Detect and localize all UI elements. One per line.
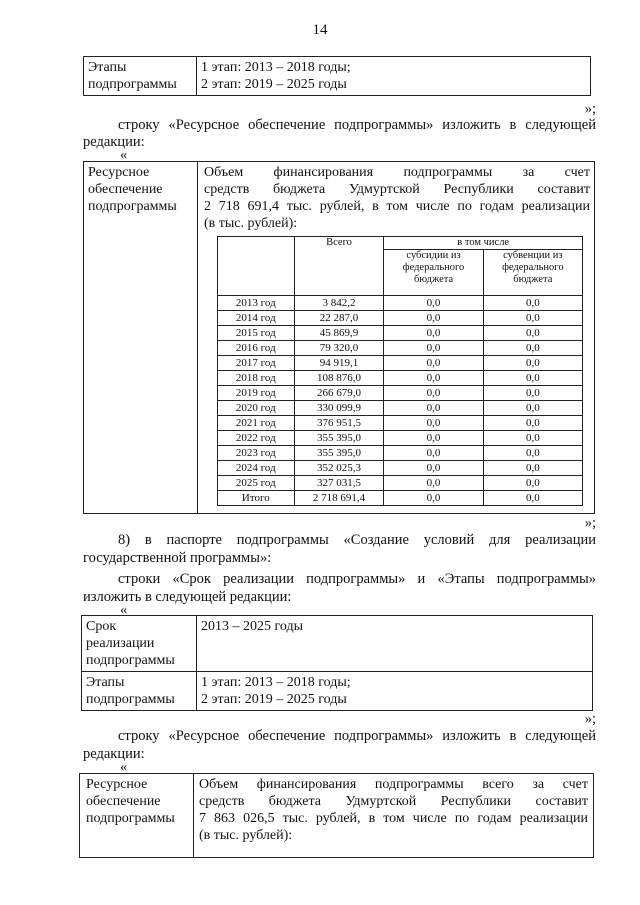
- stages-label-2-line1: Этапы: [86, 675, 125, 690]
- financing-row: [218, 386, 583, 401]
- resource-text-2-line4: (в тыс. рублей):: [199, 828, 293, 843]
- financing-row: [218, 311, 583, 326]
- term-label-line3: подпрограммы: [86, 653, 175, 668]
- financing-total-cell: 327 031,5: [294, 476, 384, 491]
- financing-row: [218, 341, 583, 356]
- financing-year-cell: 2022 год: [218, 431, 295, 446]
- financing-total-cell: 266 679,0: [294, 386, 384, 401]
- financing-subsidies-cell: 0,0: [384, 371, 483, 386]
- resource-text-1-line3: 2 718 691,4 тыс. рублей, в том числе по годам реализации: [204, 199, 590, 214]
- financing-year-cell: 2023 год: [218, 446, 295, 461]
- term-value-cell: [197, 616, 593, 672]
- financing-subsidies-cell: 0,0: [384, 356, 483, 371]
- financing-year-cell: 2025 год: [218, 476, 295, 491]
- term-label-cell: [82, 616, 197, 672]
- term-value: 2013 – 2025 годы: [201, 619, 304, 634]
- financing-subsidies-cell: 0,0: [384, 401, 483, 416]
- financing-subsidies-cell: 0,0: [384, 311, 483, 326]
- term-label-line1: Срок: [86, 619, 117, 634]
- closing-quote: »;: [584, 515, 596, 531]
- opening-quote: «: [120, 147, 128, 163]
- financing-total-cell: 94 919,1: [294, 356, 384, 371]
- instruction-lines-line2: изложить в следующей редакции:: [83, 589, 292, 605]
- financing-total-cell: 355 395,0: [294, 446, 384, 461]
- financing-subsidies-cell: 0,0: [384, 386, 483, 401]
- instruction-lines-line1: строки «Срок реализации подпрограммы» и «Этапы подпрограммы»: [118, 571, 596, 587]
- financing-subventions-cell: 0,0: [483, 341, 582, 356]
- stages-table: [83, 56, 591, 96]
- resource-box-1-divider: [197, 161, 198, 514]
- financing-year-cell: 2024 год: [218, 461, 295, 476]
- financing-year-cell: 2021 год: [218, 416, 295, 431]
- stages-label-line2: подпрограммы: [88, 77, 177, 92]
- financing-subventions-cell: 0,0: [483, 446, 582, 461]
- federal-subventions-header: субвенции из федерального бюджета: [483, 250, 582, 296]
- stages-label-cell-2: [82, 672, 197, 711]
- resource-text-1-line2: средств бюджета Удмуртской Республики составит: [204, 182, 590, 197]
- financing-subsidies-cell: 0,0: [384, 476, 483, 491]
- instruction-paragraph-line2: редакции:: [83, 134, 145, 150]
- financing-row: [218, 461, 583, 476]
- financing-subventions-cell: 0,0: [483, 296, 582, 311]
- financing-subventions-cell: 0,0: [483, 371, 582, 386]
- financing-subventions-cell: 0,0: [483, 416, 582, 431]
- instruction-paragraph-line1: строку «Ресурсное обеспечение подпрограммы» изложить в следующей: [118, 117, 596, 133]
- page-number: 14: [312, 22, 328, 38]
- stage-1-text: 1 этап: 2013 – 2018 годы;: [201, 60, 351, 75]
- resource-text-2-line1: Объем финансирования подпрограммы всего за счет: [199, 777, 588, 792]
- financing-subventions-cell: 0,0: [483, 461, 582, 476]
- financing-subventions-cell: 0,0: [483, 491, 582, 506]
- financing-row: [218, 416, 583, 431]
- financing-subsidies-cell: 0,0: [384, 296, 483, 311]
- item-8-line1: 8) в паспорте подпрограммы «Создание условий для реализации: [118, 532, 596, 548]
- financing-total-cell: 79 320,0: [294, 341, 384, 356]
- stages-value-cell-2: [197, 672, 593, 711]
- resource-text-1: [204, 164, 590, 232]
- financing-subsidies-cell: 0,0: [384, 326, 483, 341]
- financing-subsidies-cell: 0,0: [384, 416, 483, 431]
- instruction-paragraph-2-line2: редакции:: [83, 746, 145, 762]
- financing-total-cell: 355 395,0: [294, 431, 384, 446]
- financing-row: [218, 446, 583, 461]
- year-header: [218, 237, 295, 296]
- financing-year-cell: Итого: [218, 491, 295, 506]
- closing-quote: »;: [584, 711, 596, 727]
- opening-quote: «: [120, 602, 128, 618]
- stage-1-text-2: 1 этап: 2013 – 2018 годы;: [201, 675, 351, 690]
- financing-subventions-cell: 0,0: [483, 476, 582, 491]
- opening-quote: «: [120, 759, 128, 775]
- financing-year-cell: 2017 год: [218, 356, 295, 371]
- resource-label-1-line3: подпрограммы: [88, 199, 177, 214]
- financing-total-cell: 22 287,0: [294, 311, 384, 326]
- financing-subventions-cell: 0,0: [483, 431, 582, 446]
- financing-total-cell: 3 842,2: [294, 296, 384, 311]
- financing-total-cell: 108 876,0: [294, 371, 384, 386]
- financing-subventions-cell: 0,0: [483, 326, 582, 341]
- stage-2-text-2: 2 этап: 2019 – 2025 годы: [201, 692, 347, 707]
- stages-label-line1: Этапы: [88, 60, 127, 75]
- financing-row: [218, 431, 583, 446]
- financing-row: [218, 401, 583, 416]
- financing-year-cell: 2018 год: [218, 371, 295, 386]
- federal-subsidies-header: субсидии из федерального бюджета: [384, 250, 483, 296]
- financing-total-cell: 330 099,9: [294, 401, 384, 416]
- closing-quote: »;: [584, 101, 596, 117]
- financing-year-cell: 2020 год: [218, 401, 295, 416]
- financing-subventions-cell: 0,0: [483, 386, 582, 401]
- resource-label-2: [86, 776, 192, 827]
- financing-row: [218, 326, 583, 341]
- resource-label-1: [88, 164, 194, 215]
- resource-label-1-line1: Ресурсное: [88, 165, 150, 180]
- financing-row: [218, 296, 583, 311]
- financing-total-cell: 2 718 691,4: [294, 491, 384, 506]
- item-8-line2: государственной программы»:: [83, 550, 272, 566]
- total-header: Всего: [294, 237, 384, 296]
- financing-subventions-cell: 0,0: [483, 356, 582, 371]
- resource-text-2: [199, 776, 588, 844]
- financing-row: [218, 491, 583, 506]
- financing-row: [218, 356, 583, 371]
- stage-2-text: 2 этап: 2019 – 2025 годы: [201, 77, 347, 92]
- financing-year-cell: 2014 год: [218, 311, 295, 326]
- financing-row: [218, 476, 583, 491]
- financing-total-cell: 45 869,9: [294, 326, 384, 341]
- financing-year-cell: 2013 год: [218, 296, 295, 311]
- stages-label-cell: [84, 57, 197, 96]
- financing-subsidies-cell: 0,0: [384, 446, 483, 461]
- financing-subventions-cell: 0,0: [483, 311, 582, 326]
- resource-label-2-line3: подпрограммы: [86, 811, 175, 826]
- resource-text-2-line2: средств бюджета Удмуртской Республики составит: [199, 794, 588, 809]
- financing-subventions-cell: 0,0: [483, 401, 582, 416]
- resource-box-2-divider: [193, 773, 194, 858]
- resource-label-1-line2: обеспечение: [88, 182, 163, 197]
- resource-text-1-line4: (в тыс. рублей):: [204, 216, 298, 231]
- term-stages-table: [81, 615, 593, 711]
- stages-value-cell: [197, 57, 591, 96]
- financing-year-cell: 2016 год: [218, 341, 295, 356]
- resource-label-2-line2: обеспечение: [86, 794, 161, 809]
- resource-text-1-line1: Объем финансирования подпрограммы за счет: [204, 165, 590, 180]
- financing-subsidies-cell: 0,0: [384, 461, 483, 476]
- financing-subsidies-cell: 0,0: [384, 341, 483, 356]
- instruction-paragraph-2-line1: строку «Ресурсное обеспечение подпрограммы» изложить в следующей: [118, 728, 596, 744]
- resource-label-2-line1: Ресурсное: [86, 777, 148, 792]
- financing-subsidies-cell: 0,0: [384, 431, 483, 446]
- resource-text-2-line3: 7 863 026,5 тыс. рублей, в том числе по годам реализации: [199, 811, 588, 826]
- including-header: в том числе: [384, 237, 583, 250]
- financing-total-cell: 376 951,5: [294, 416, 384, 431]
- financing-subsidies-cell: 0,0: [384, 491, 483, 506]
- financing-year-cell: 2015 год: [218, 326, 295, 341]
- financing-year-cell: 2019 год: [218, 386, 295, 401]
- financing-row: [218, 371, 583, 386]
- term-label-line2: реализации: [86, 636, 155, 651]
- financing-table: [217, 236, 583, 506]
- stages-label-2-line2: подпрограммы: [86, 692, 175, 707]
- financing-total-cell: 352 025,3: [294, 461, 384, 476]
